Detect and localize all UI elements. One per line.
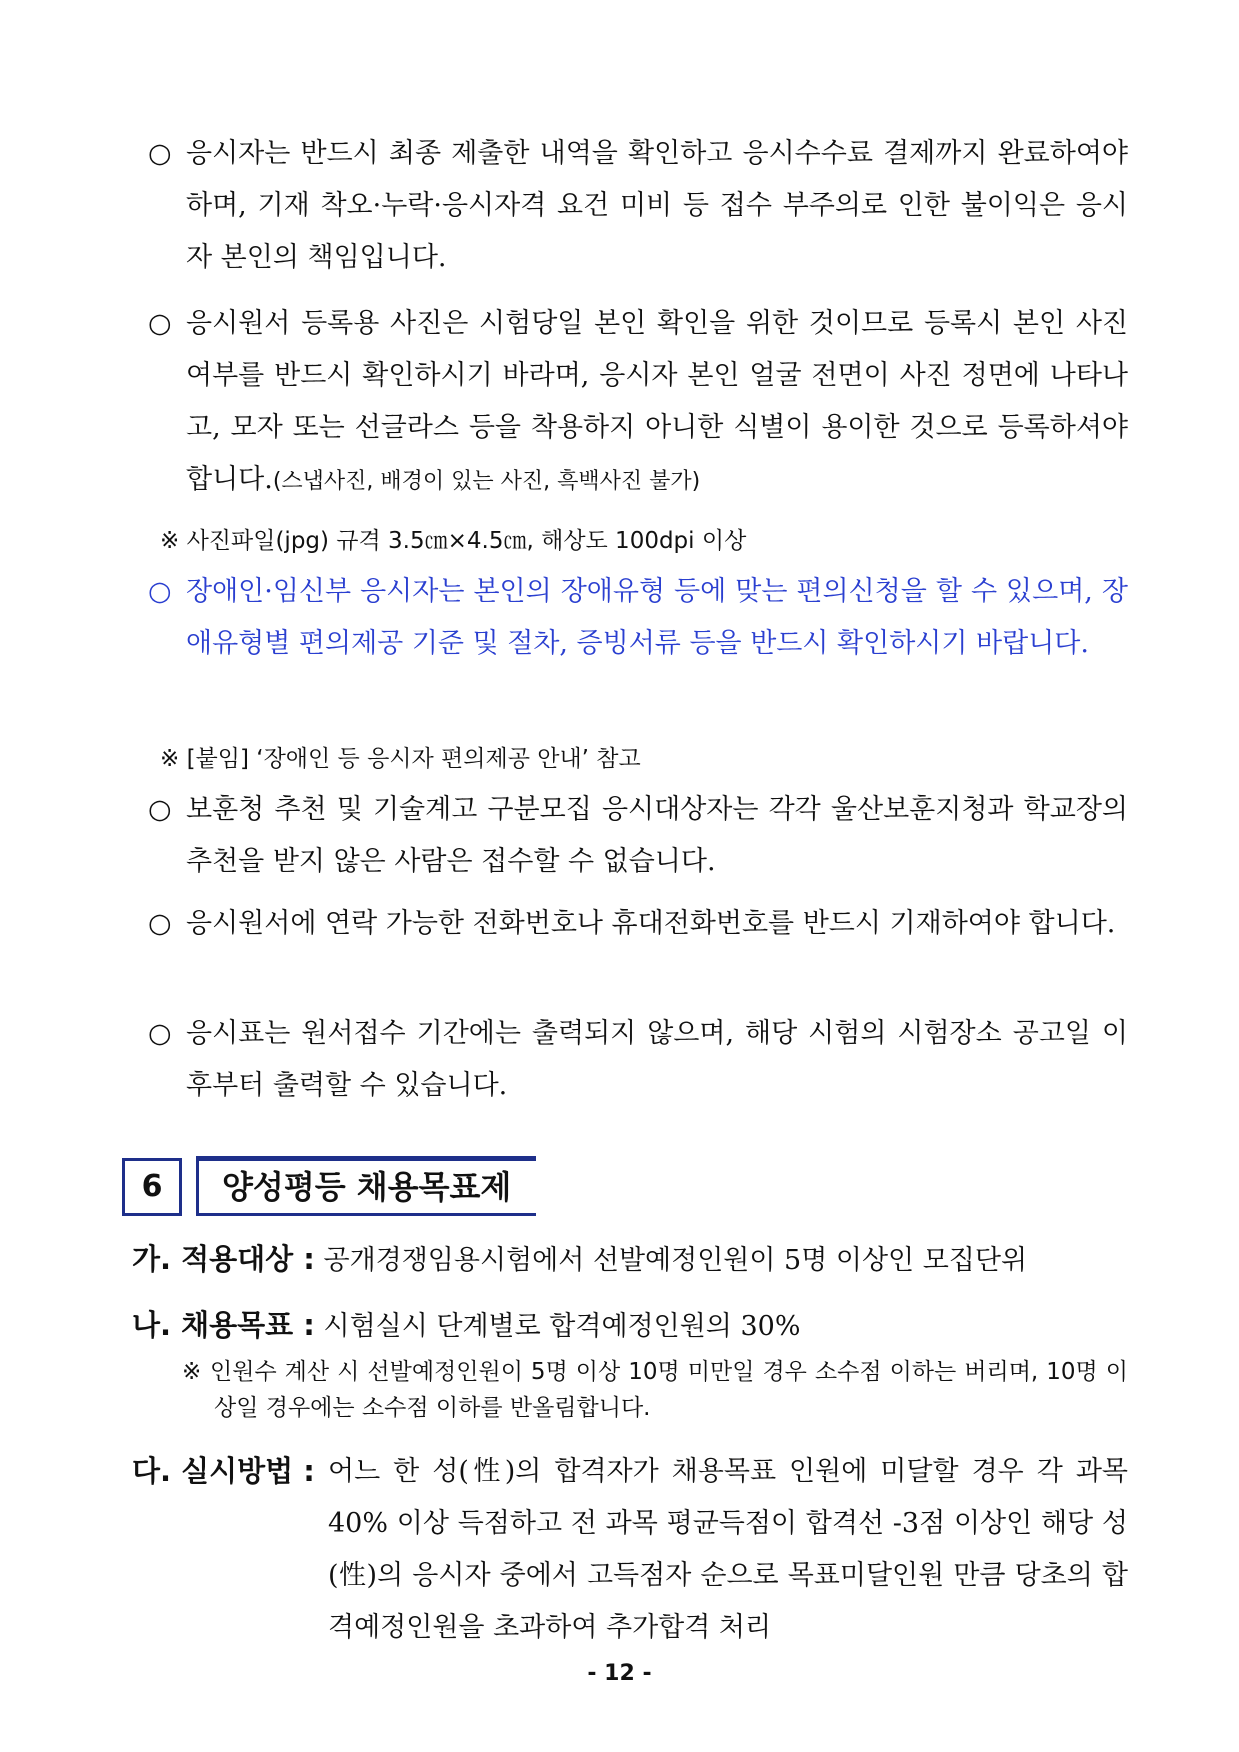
bullet-phone-number xyxy=(148,898,1128,950)
item-application-target xyxy=(132,1234,1132,1286)
item-text: 어느 한 성(性)의 합격자가 채용목표 인원에 미달할 경우 각 과목 40% 이상 득점하고 전 과목 평균득점이 합격선 -3점 이상인 해당 성(性)의 응시자 중에서 고득점자 순으로 목표미달인원 만큼 당초의 합격예정인원을 초과하여 추가합격 처리 xyxy=(328,1456,1128,1643)
bullet-marker: ○ xyxy=(148,908,172,939)
note-rounding-rule: ※ 인원수 계산 시 선발예정인원이 5명 이상 10명 미만일 경우 소수점 이하는 버리며, 10명 이상일 경우에는 소수점 이하를 반올림합니다. xyxy=(182,1359,1128,1421)
item-hiring-target xyxy=(132,1300,1132,1352)
item-method xyxy=(132,1446,1132,1654)
bullet-marker: ○ xyxy=(148,138,172,169)
photo-restriction-note: (스냅사진, 배경이 있는 사진, 흑백사진 불가) xyxy=(272,469,701,494)
bullet-disability-accommodation xyxy=(148,566,1128,670)
bullet-photo-registration xyxy=(148,298,1128,508)
bullet-marker: ○ xyxy=(148,308,172,339)
bullet-marker: ○ xyxy=(148,576,172,607)
bullet-text: 장애인·임신부 응시자는 본인의 장애유형 등에 맞는 편의신청을 할 수 있으며, 장애유형별 편의제공 기준 및 절차, 증빙서류 등을 반드시 확인하시기 바랍니다. xyxy=(186,576,1128,659)
item-label: 나. 채용목표 : xyxy=(132,1308,315,1342)
bullet-text: 보훈청 추천 및 기술계고 구분모집 응시대상자는 각각 울산보훈지청과 학교장의 추천을 받지 않은 사람은 접수할 수 없습니다. xyxy=(186,794,1128,877)
bullet-admission-ticket xyxy=(148,1008,1128,1112)
section-number-box: 6 xyxy=(122,1158,182,1216)
bullet-submission-check xyxy=(148,128,1128,284)
bullet-marker: ○ xyxy=(148,794,172,825)
item-label: 다. 실시방법 : xyxy=(132,1454,315,1488)
bullet-text: 응시자는 반드시 최종 제출한 내역을 확인하고 응시수수료 결제까지 완료하여야 하며, 기재 착오·누락·응시자격 요건 미비 등 접수 부주의로 인한 불이익은 응시자 본인의 책임입니다. xyxy=(186,138,1128,273)
bullet-marker: ○ xyxy=(148,1018,172,1049)
note-attachment: ※ [붙임] ‘장애인 등 응시자 편의제공 안내’ 참고 xyxy=(160,746,641,772)
item-label: 가. 적용대상 : xyxy=(132,1242,315,1276)
page-number: - 12 - xyxy=(587,1661,652,1686)
bullet-text: 응시표는 원서접수 기간에는 출력되지 않으며, 해당 시험의 시험장소 공고일 이후부터 출력할 수 있습니다. xyxy=(186,1018,1128,1101)
note-photo-spec: ※ 사진파일(jpg) 규격 3.5㎝×4.5㎝, 해상도 100dpi 이상 xyxy=(160,528,747,554)
bullet-text: 응시원서 등록용 사진은 시험당일 본인 확인을 위한 것이므로 등록시 본인 사진 여부를 반드시 확인하시기 바라며, 응시자 본인 얼굴 전면이 사진 정면에 나타나고, 모자 또는 선글라스 등을 착용하지 아니한 식별이 용이한 것으로 등록하셔야 합니다. xyxy=(186,308,1128,495)
section-title: 양성평등 채용목표제 xyxy=(196,1156,536,1216)
bullet-recommendation xyxy=(148,784,1128,888)
item-text: 시험실시 단계별로 합격예정인원의 30% xyxy=(323,1311,801,1342)
bullet-text: 응시원서에 연락 가능한 전화번호나 휴대전화번호를 반드시 기재하여야 합니다. xyxy=(186,908,1116,939)
item-text: 공개경쟁임용시험에서 선발예정인원이 5명 이상인 모집단위 xyxy=(323,1245,1028,1276)
